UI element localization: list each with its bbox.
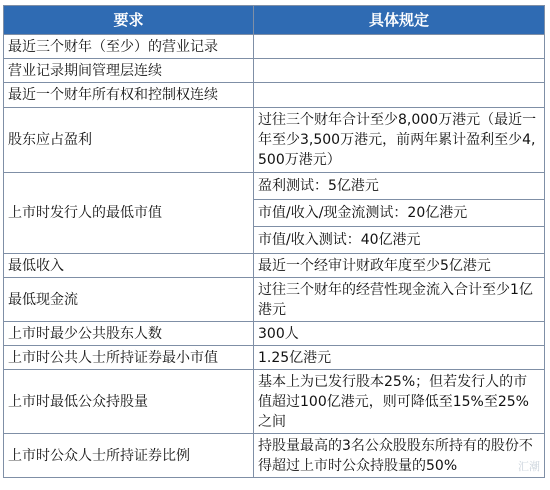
requirement-cell: 最近三个财年（至少）的营业记录 [4, 35, 254, 59]
table-row [4, 434, 545, 478]
header-requirement: 要求 [4, 6, 254, 35]
requirement-cell: 上市时最少公共股东人数 [4, 322, 254, 346]
table-row [4, 370, 545, 434]
rule-cell [254, 83, 545, 108]
rule-cell: 最近一个经审计财政年度至少5亿港元 [254, 254, 545, 278]
table-row [4, 83, 545, 108]
requirement-cell: 最低现金流 [4, 278, 254, 322]
table-row [4, 254, 545, 278]
table-row [4, 173, 545, 200]
requirement-cell: 上市时公共人士所持证券最小市值 [4, 346, 254, 370]
header-specific-rules: 具体规定 [254, 6, 545, 35]
requirement-cell: 最低收入 [4, 254, 254, 278]
table-row [4, 108, 545, 173]
table-row [4, 35, 545, 59]
rule-cell: 市值/收入测试：40亿港元 [254, 227, 545, 254]
rule-cell: 过往三个财年的经营性现金流入合计至少1亿港元 [254, 278, 545, 322]
watermark: 汇潮 [518, 460, 540, 473]
rule-cell: 1.25亿港元 [254, 346, 545, 370]
rule-cell: 过往三个财年合计至少8,000万港元（最近一年至少3,500万港元，前两年累计盈利至少4,500万港元） [254, 108, 545, 173]
requirement-cell: 上市时最低公众持股量 [4, 370, 254, 434]
table-row [4, 322, 545, 346]
table-row [4, 346, 545, 370]
table-row [4, 278, 545, 322]
rule-cell [254, 59, 545, 83]
rule-cell: 基本上为已发行股本25%；但若发行人的市值超过100亿港元，则可降低至15%至25%之间 [254, 370, 545, 434]
listing-requirements-table [3, 5, 545, 478]
rule-cell: 盈利测试：5亿港元 [254, 173, 545, 200]
rule-cell [254, 35, 545, 59]
requirement-cell: 最近一个财年所有权和控制权连续 [4, 83, 254, 108]
requirement-cell: 上市时公众人士所持证券比例 [4, 434, 254, 478]
rule-cell: 300人 [254, 322, 545, 346]
rule-cell: 市值/收入/现金流测试：20亿港元 [254, 200, 545, 227]
requirement-cell: 上市时发行人的最低市值 [4, 173, 254, 254]
rule-cell: 持股量最高的3名公众股股东所持有的股份不得超过上市时公众持股量的50% [254, 434, 545, 478]
header-row [4, 6, 545, 35]
table-row [4, 59, 545, 83]
requirement-cell: 股东应占盈利 [4, 108, 254, 173]
requirement-cell: 营业记录期间管理层连续 [4, 59, 254, 83]
